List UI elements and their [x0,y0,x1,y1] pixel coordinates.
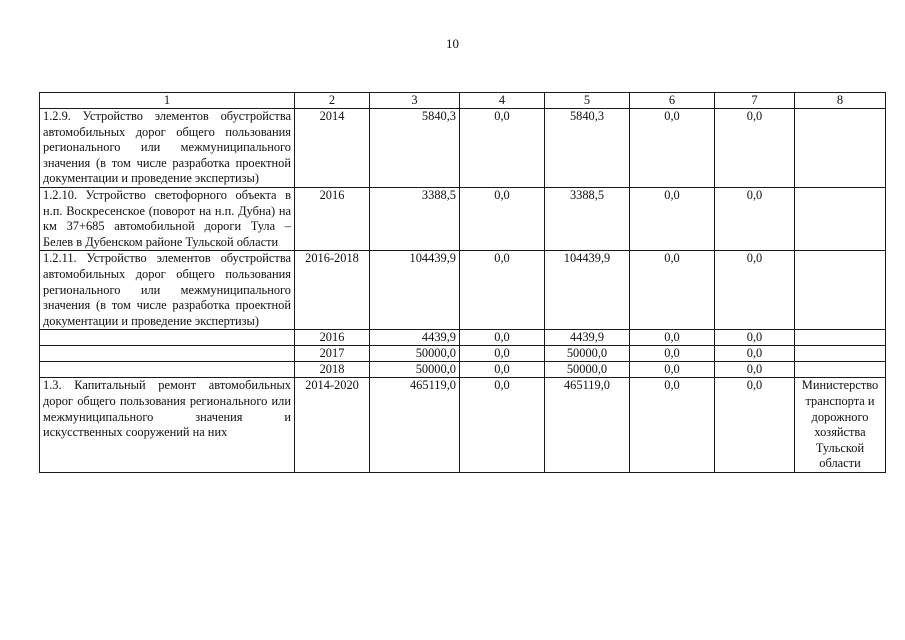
table-row [40,109,886,188]
header-col-4: 4 [460,93,545,109]
header-col-6: 6 [630,93,715,109]
table-row [40,378,886,473]
row-value-col-6: 0,0 [630,362,715,378]
row-value-col-7: 0,0 [715,378,795,473]
row-value-col-5: 4439,9 [545,330,630,346]
table-row [40,330,886,346]
row-responsible: Министерство транспорта и дорожного хозяйства Тульской области [795,378,886,473]
row-years: 2016-2018 [295,251,370,330]
row-description [40,330,295,346]
row-description: 1.2.10. Устройство светофорного объекта в н.п. Воскресенское (поворот на н.п. Дубна) на км 37+685 автомобильной дороги Тула – Белев в Дубенском районе Тульской области [40,187,295,250]
header-col-8: 8 [795,93,886,109]
header-col-2: 2 [295,93,370,109]
row-value-col-7: 0,0 [715,362,795,378]
row-value-col-4: 0,0 [460,109,545,188]
row-value-col-7: 0,0 [715,346,795,362]
table-row [40,346,886,362]
row-value-col-6: 0,0 [630,109,715,188]
row-description: 1.2.9. Устройство элементов обустройства автомобильных дорог общего пользования регионального или межмуниципального значения (в том числе разработка проектной документации и проведение экспертизы) [40,109,295,188]
row-responsible [795,362,886,378]
row-description: 1.2.11. Устройство элементов обустройства автомобильных дорог общего пользования регионального или межмуниципального значения (в том числе разработка проектной документации и проведение экспертизы) [40,251,295,330]
row-value-col-4: 0,0 [460,187,545,250]
row-value-col-3: 3388,5 [370,187,460,250]
row-years: 2014-2020 [295,378,370,473]
row-value-col-3: 4439,9 [370,330,460,346]
row-description [40,362,295,378]
row-responsible [795,109,886,188]
row-value-col-4: 0,0 [460,251,545,330]
header-col-5: 5 [545,93,630,109]
row-value-col-5: 50000,0 [545,362,630,378]
row-responsible [795,330,886,346]
program-table [39,92,886,473]
row-value-col-6: 0,0 [630,187,715,250]
row-years: 2016 [295,187,370,250]
row-value-col-3: 50000,0 [370,362,460,378]
row-value-col-3: 5840,3 [370,109,460,188]
row-value-col-4: 0,0 [460,362,545,378]
row-description [40,346,295,362]
row-value-col-3: 50000,0 [370,346,460,362]
row-years: 2018 [295,362,370,378]
row-value-col-5: 104439,9 [545,251,630,330]
row-responsible [795,187,886,250]
row-value-col-5: 5840,3 [545,109,630,188]
row-value-col-5: 465119,0 [545,378,630,473]
row-value-col-4: 0,0 [460,330,545,346]
row-years: 2014 [295,109,370,188]
page-number: 10 [446,36,459,51]
row-responsible [795,251,886,330]
row-value-col-5: 3388,5 [545,187,630,250]
row-description: 1.3. Капитальный ремонт автомобильных дорог общего пользования регионального или межмуниципального значения и искусственных сооружений на них [40,378,295,473]
row-value-col-7: 0,0 [715,187,795,250]
table-row [40,187,886,250]
table-header-row [40,93,886,109]
table-row [40,362,886,378]
row-value-col-6: 0,0 [630,330,715,346]
row-value-col-7: 0,0 [715,109,795,188]
row-value-col-5: 50000,0 [545,346,630,362]
table-row [40,251,886,330]
row-value-col-6: 0,0 [630,378,715,473]
header-col-3: 3 [370,93,460,109]
row-value-col-6: 0,0 [630,251,715,330]
header-col-1: 1 [40,93,295,109]
row-years: 2017 [295,346,370,362]
row-value-col-3: 104439,9 [370,251,460,330]
row-value-col-4: 0,0 [460,378,545,473]
header-col-7: 7 [715,93,795,109]
row-value-col-6: 0,0 [630,346,715,362]
row-value-col-7: 0,0 [715,251,795,330]
row-value-col-3: 465119,0 [370,378,460,473]
row-years: 2016 [295,330,370,346]
row-responsible [795,346,886,362]
row-value-col-4: 0,0 [460,346,545,362]
row-value-col-7: 0,0 [715,330,795,346]
